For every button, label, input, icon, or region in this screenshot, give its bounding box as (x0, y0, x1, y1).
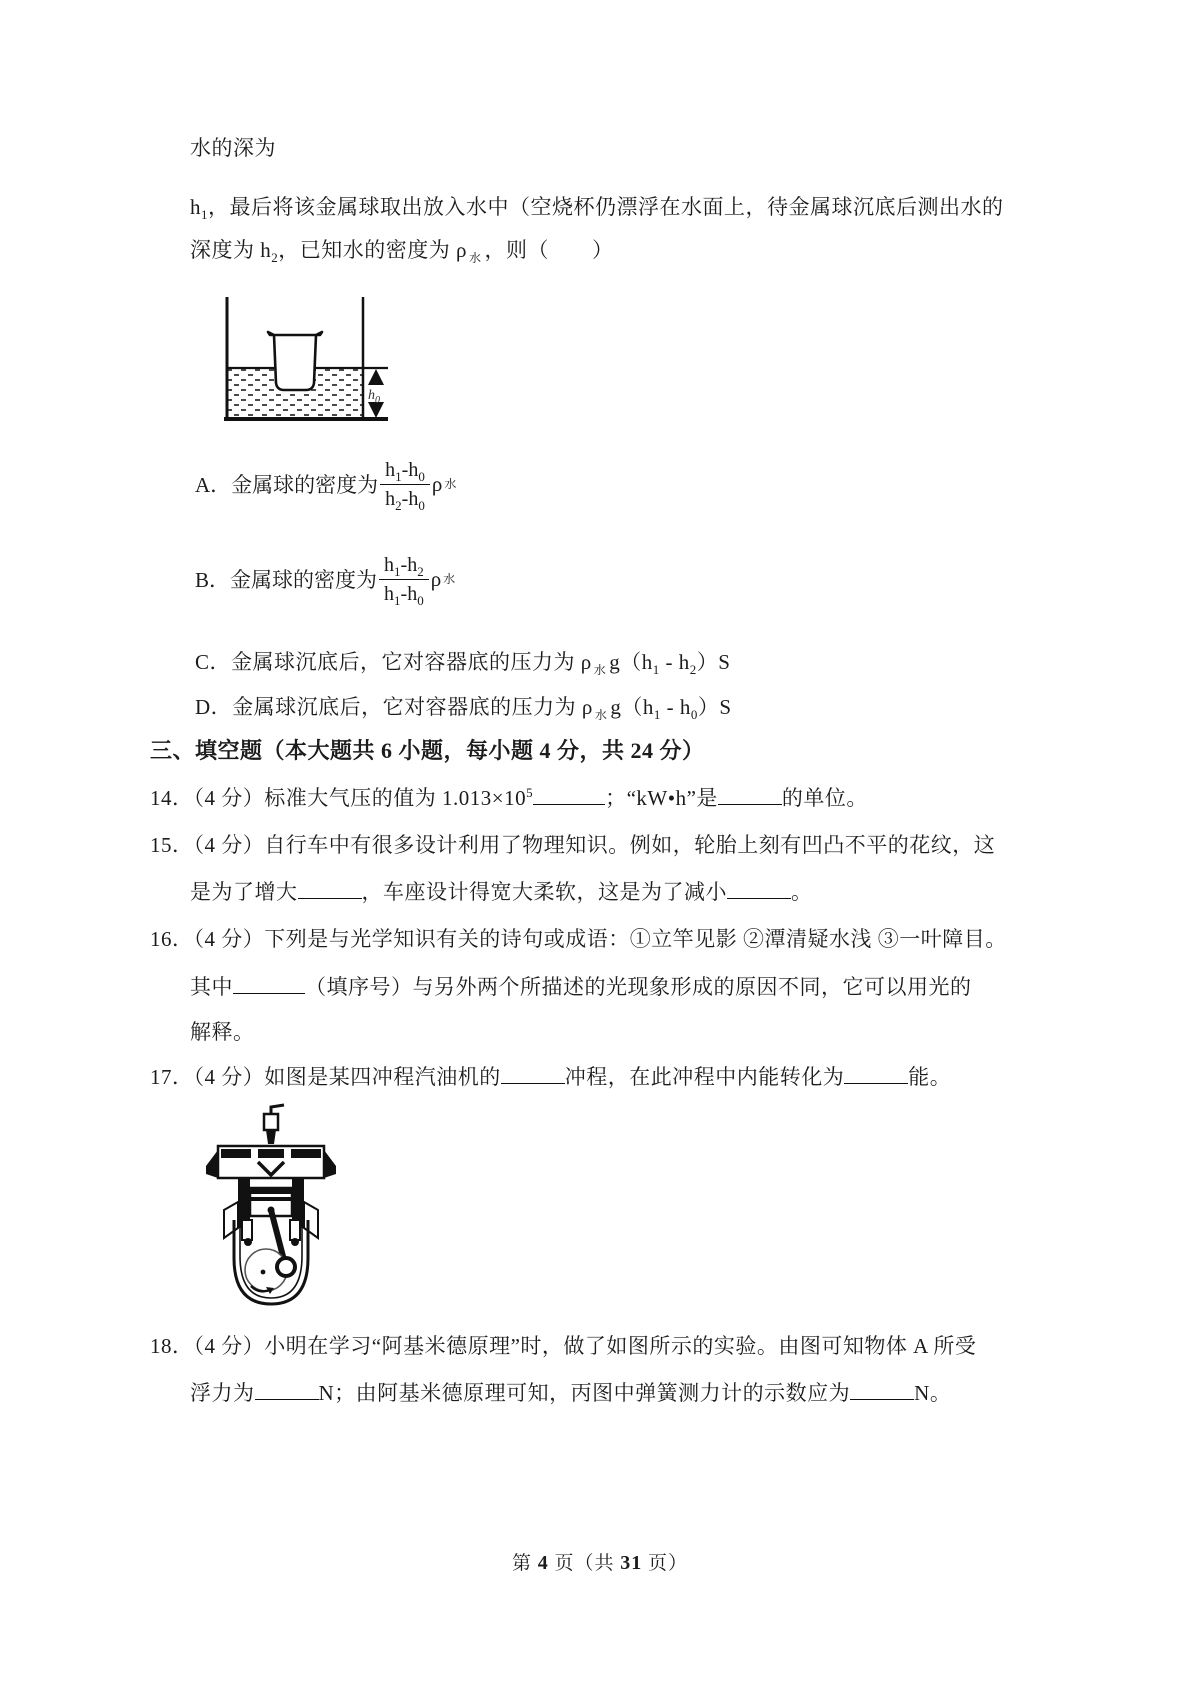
total-pages: 31 (620, 1552, 643, 1574)
math-token: - (401, 458, 409, 481)
math-token: g（h (609, 650, 653, 674)
q13-line2-text: ，最后将该金属球取出放入水中（空烧杯仍漂浮在水面上，待金属球沉底后测出水的 (208, 195, 1004, 219)
q16-text2: 其中 (190, 975, 233, 999)
section-title: 三、填空题（本大题共 6 小题，每小题 4 分，共 24 分） (150, 738, 705, 763)
math-token: 1 (394, 592, 401, 608)
answer-blank (233, 977, 305, 994)
math-token: 0 (418, 468, 425, 484)
option-a-text: 金属球的密度为 (231, 473, 379, 497)
math-token: 水 (593, 663, 607, 678)
crankcase-boss-right (290, 1220, 300, 1240)
question-17 (150, 1062, 951, 1092)
answer-blank (850, 1383, 914, 1400)
option-d (195, 692, 732, 722)
option-c-label: C． (195, 650, 232, 674)
q14-text3: 的单位。 (781, 786, 868, 810)
math-token: 2 (417, 563, 424, 579)
math-token: 1 (395, 468, 402, 484)
option-d-label: D． (195, 695, 233, 719)
option-a: A． 金属球的密度为 $\frac{h_1-h_0}{h_2-h_0}$ ρ 水 (195, 458, 457, 513)
q18-text4: N。 (914, 1381, 952, 1405)
crank-pin (277, 1258, 295, 1276)
q15-text4: 。 (791, 880, 813, 904)
option-c (195, 647, 730, 677)
math-token: - h (659, 650, 690, 674)
h0-label: $h_0$ (368, 388, 380, 406)
skirt-right (304, 1202, 318, 1238)
q18-text1: 18．（4 分）小明在学习“阿基米德原理”时，做了如图所示的实验。由图可知物体 A 所受 (150, 1334, 977, 1358)
question-18-line1 (150, 1331, 976, 1361)
q17-text1: 17．（4 分）如图是某四冲程汽油机的 (150, 1065, 501, 1089)
q13-line1-text: 水的深为 (190, 136, 276, 160)
q16-text4: 解释。 (190, 1020, 255, 1044)
answer-blank (727, 882, 791, 899)
option-a-label: A． (195, 473, 232, 497)
q13-text-line2 (190, 192, 1004, 222)
answer-blank (844, 1067, 908, 1084)
math-token: ）S (696, 650, 731, 674)
question-18-line2 (190, 1378, 951, 1408)
math-token: h (190, 195, 201, 219)
math-token: - (400, 582, 408, 605)
question-15-line2 (190, 877, 813, 907)
math-token: - h (660, 695, 691, 719)
q15-text2: 是为了增大 (190, 880, 298, 904)
math-token: h (384, 582, 395, 605)
spark-plug (264, 1114, 278, 1130)
head-detail (258, 1149, 284, 1158)
head-detail (291, 1149, 321, 1158)
math-token: 0 (690, 707, 698, 723)
piston-ring (250, 1188, 292, 1194)
math-token: 2 (395, 497, 402, 513)
fraction-denominator (379, 579, 429, 607)
question-15-line1 (150, 830, 995, 860)
q16-text1: 16．（4 分）下列是与光学知识有关的诗句或成语：①立竿见影 ②潭清疑水浅 ③一叶障目。 (150, 927, 1007, 951)
bolt (244, 1238, 252, 1246)
math-token: 2 (689, 662, 697, 678)
bolt (291, 1238, 299, 1246)
spark-plug-tip (266, 1130, 276, 1144)
math-token: g（h (610, 695, 654, 719)
piston-ring (250, 1197, 292, 1201)
fraction-numerator (380, 457, 430, 484)
page-number: 4 (537, 1552, 549, 1574)
fraction (379, 552, 429, 607)
math-token: - (400, 553, 408, 576)
math-token: h (385, 487, 396, 510)
answer-blank (533, 788, 605, 805)
math-token: 0 (418, 497, 425, 513)
q18-text3: N；由阿基米德原理可知，丙图中弹簧测力计的示数应为 (318, 1381, 851, 1405)
math-token: 1 (652, 662, 660, 678)
head-detail (221, 1149, 251, 1158)
math-token: h (408, 487, 419, 510)
q15-text1: 15．（4 分）自行车中有很多设计利用了物理知识。例如，轮胎上刻有凹凸不平的花纹，这 (150, 833, 996, 857)
q16-text3: （填序号）与另外两个所描述的光现象形成的原因不同，它可以用光的 (305, 975, 972, 999)
question-16-line2 (190, 972, 972, 1002)
skirt-left (224, 1202, 238, 1238)
answer-blank (718, 788, 782, 805)
math-token: 2 (271, 250, 279, 266)
section-header (150, 736, 705, 766)
q14-text2: ；“kW•h”是 (605, 786, 718, 810)
answer-blank (501, 1067, 565, 1084)
head-wing-left (206, 1150, 218, 1178)
head-wing-right (324, 1150, 336, 1178)
crankcase-boss-left (242, 1220, 252, 1240)
math-token: 5 (526, 785, 534, 800)
math-token: h (408, 458, 419, 481)
math-token: 深度为 h (190, 238, 272, 262)
q13-line3-text: ，则（ ） (484, 238, 614, 262)
option-c-text: 金属球沉底后，它对容器底的压力为 ρ (231, 650, 592, 674)
math-token: ρ (431, 471, 443, 496)
page-footer (0, 1548, 1200, 1575)
q14-text: 14．（4 分）标准大气压的值为 1.013×10 (150, 786, 527, 810)
math-token: 水 (468, 251, 482, 266)
fraction-denominator (380, 484, 430, 512)
question-16-line1 (150, 924, 1007, 954)
answer-blank (298, 882, 362, 899)
q17-text2: 冲程，在此冲程中内能转化为 (564, 1065, 845, 1089)
math-token: h (384, 553, 395, 576)
q13-text-line3 (190, 235, 614, 265)
floating-beaker (268, 332, 322, 390)
math-token: ，已知水的密度为 ρ (278, 238, 467, 262)
fraction (380, 457, 430, 512)
footer-text: 第 (511, 1553, 538, 1574)
option-b: B． 金属球的密度为 $\frac{h_1-h_2}{h_1-h_0}$ ρ 水 (195, 553, 456, 608)
footer-text: 页） (642, 1553, 689, 1574)
math-token: 1 (394, 563, 401, 579)
math-token: h (385, 458, 396, 481)
math-token: ）S (697, 695, 732, 719)
footer-text: 页（共 (548, 1553, 621, 1574)
option-b-text: 金属球的密度为 (230, 568, 378, 592)
q15-text3: ，车座设计得宽大柔软，这是为了减小 (361, 880, 727, 904)
math-token: 0 (417, 592, 424, 608)
q13-text-line1 (190, 133, 276, 163)
fraction-numerator (379, 552, 429, 579)
crank-center (261, 1270, 266, 1275)
math-token: 1 (201, 207, 208, 223)
q18-text2: 浮力为 (190, 1381, 255, 1405)
q17-text3: 能。 (908, 1065, 952, 1089)
math-token: h (407, 582, 418, 605)
option-b-label: B． (195, 568, 231, 592)
beaker-figure (198, 287, 393, 435)
math-token: ρ (430, 566, 442, 591)
math-token: h (407, 553, 418, 576)
math-token: - (401, 487, 409, 510)
answer-blank (255, 1383, 319, 1400)
question-14 (150, 783, 868, 813)
math-token: 1 (653, 707, 661, 723)
math-token: 水 (594, 708, 608, 723)
option-d-text: 金属球沉底后，它对容器底的压力为 ρ (232, 695, 593, 719)
engine-figure (204, 1102, 338, 1320)
question-16-line3 (190, 1017, 255, 1047)
